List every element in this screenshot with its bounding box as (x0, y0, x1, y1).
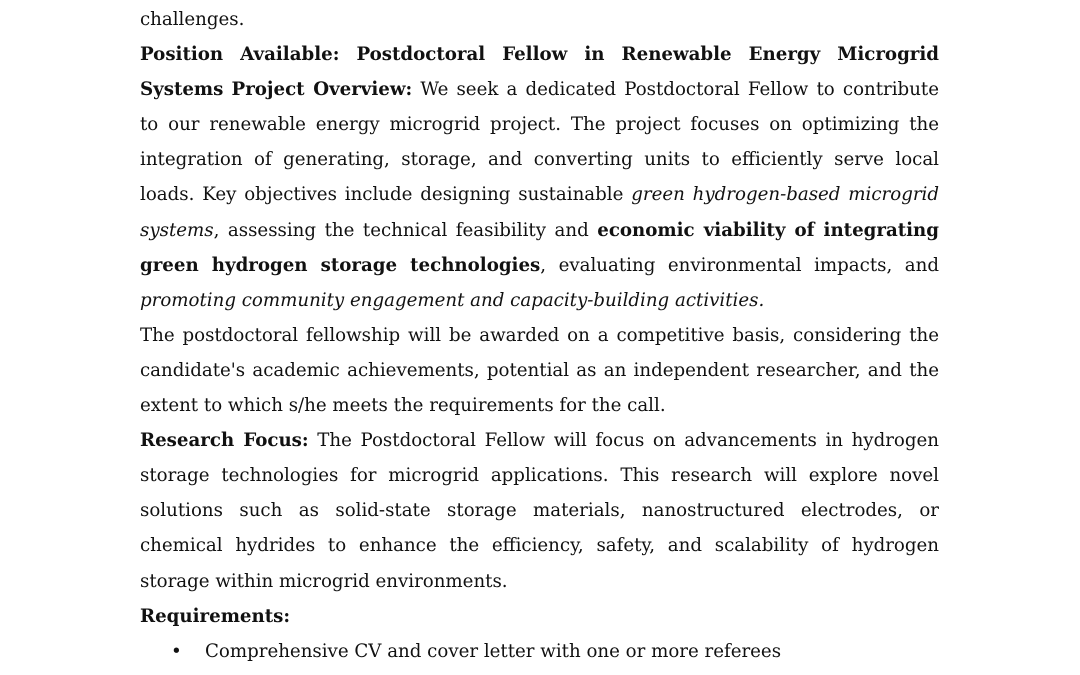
requirements-list (140, 634, 939, 669)
list-item (171, 634, 939, 669)
requirements-heading: Requirements: (140, 605, 291, 627)
research-focus-label: Research Focus: (140, 430, 309, 452)
overview-text-3: , evaluating environmental impacts, and (540, 254, 939, 276)
overview-italic-2: promoting community engagement and capacity-building activities. (140, 289, 765, 311)
intro-tail-text: challenges. (140, 9, 245, 30)
overview-text-2: , assessing the technical feasibility and (213, 219, 598, 241)
research-focus-text: The Postdoctoral Fellow will focus on advancements in hydrogen storage technologies for microgrid applications. This research will explore novel solutions such as solid-state storage materials, nanostructured electrodes, or chemical hydrides to enhance the efficiency, safety, and scalability of hydrogen storage within microgrid environments. (140, 430, 939, 592)
overview-bold-1: economic viability of integrating green hydrogen storage technologies (140, 219, 939, 276)
overview-text-1: We seek a dedicated Postdoctoral Fellow to contribute to our renewable energy microgrid project. The project focuses on optimizing the integration of generating, storage, and converting units to efficiently serve local loads. Key objectives include designing sustainable (140, 79, 939, 206)
position-title: Position Available: Postdoctoral Fellow in Renewable Energy Microgrid Systems (140, 44, 939, 101)
bullet-icon: • (171, 640, 182, 662)
requirement-text: Comprehensive CV and cover letter with one or more referees (205, 640, 782, 662)
project-overview-label: Project Overview: (231, 79, 413, 101)
fellowship-paragraph: The postdoctoral fellowship will be awarded on a competitive basis, considering the candidate's academic achievements, potential as an independent researcher, and the extent to which s/he meets the requirements for the call. (140, 324, 939, 417)
overview-italic-1: green hydrogen-based microgrid systems (140, 184, 939, 241)
document-page (140, 2, 939, 669)
position-paragraph (140, 37, 939, 318)
research-focus-paragraph (140, 423, 939, 598)
